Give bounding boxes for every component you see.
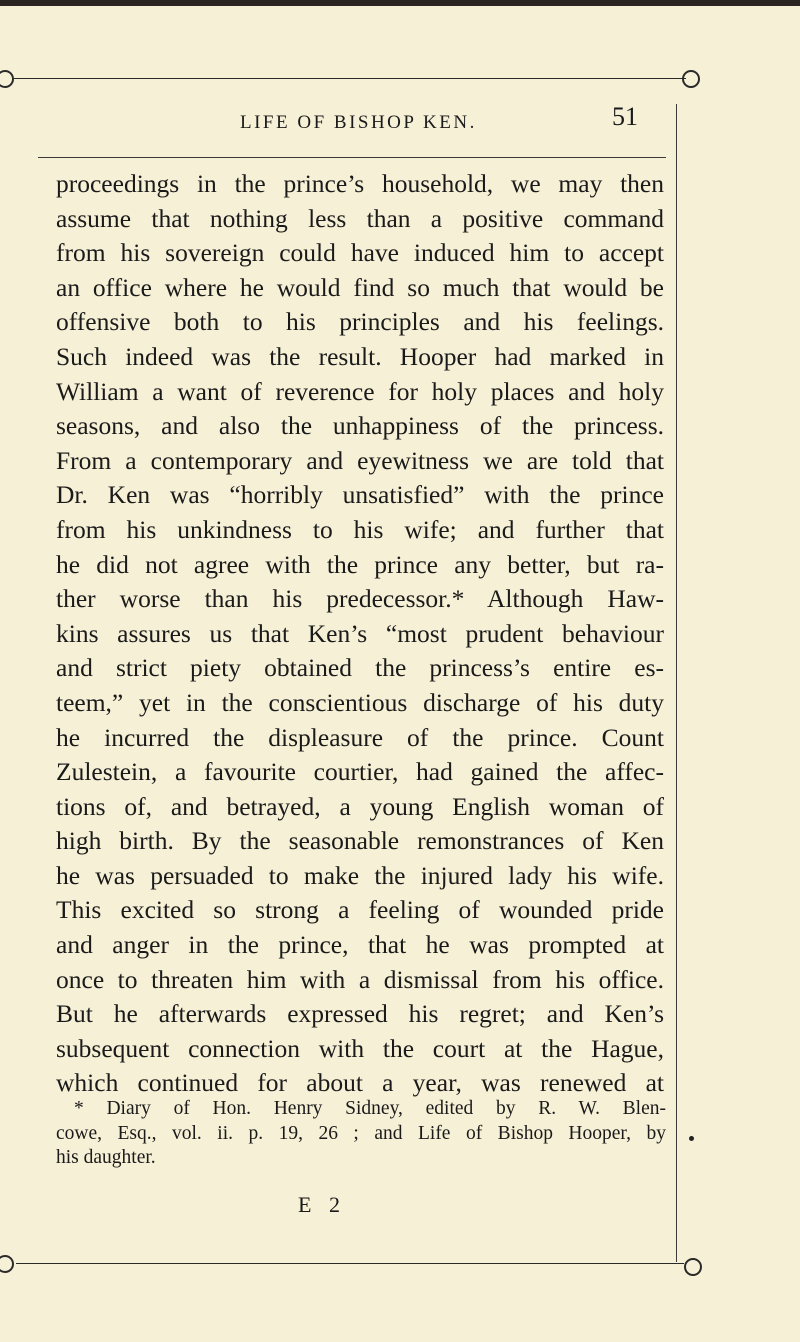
text-line: from his unkindness to his wife; and further that (56, 514, 664, 544)
page-header (240, 102, 660, 134)
text-line: an office where he would find so much that would be (56, 272, 664, 302)
crop-circle-top-right (682, 70, 700, 88)
crop-circle-bottom-left (0, 1255, 14, 1273)
text-line: he was persuaded to make the injured lady his wife. (56, 860, 664, 890)
crop-line-top (14, 78, 686, 79)
body-text (56, 167, 664, 1101)
footnote-line: cowe, Esq., vol. ii. p. 19, 26 ; and Life of Bishop Hooper, by (56, 1122, 666, 1144)
text-line: Dr. Ken was “horribly unsatisfied” with the prince (56, 480, 664, 510)
text-line: William a want of reverence for holy places and holy (56, 376, 664, 406)
crop-circle-bottom-right (684, 1258, 702, 1276)
running-title: LIFE OF BISHOP KEN. (240, 112, 477, 133)
footnote (56, 1097, 666, 1171)
text-line: tions of, and betrayed, a young English woman of (56, 791, 664, 821)
text-line: From a contemporary and eyewitness we are told that (56, 445, 664, 475)
text-line: This excited so strong a feeling of wounded pride (56, 895, 664, 925)
text-line: from his sovereign could have induced him to accept (56, 238, 664, 268)
text-line: Zulestein, a favourite courtier, had gained the affec- (56, 757, 664, 787)
crop-circle-top-left (0, 70, 14, 88)
text-line: seasons, and also the unhappiness of the princess. (56, 411, 664, 441)
text-line: kins assures us that Ken’s “most prudent behaviour (56, 618, 664, 648)
page-number: 51 (612, 102, 638, 131)
scan-top-edge (0, 0, 800, 6)
text-line: he incurred the displeasure of the prince. Count (56, 722, 664, 752)
text-line: Such indeed was the result. Hooper had marked in (56, 341, 664, 371)
header-rule (38, 157, 666, 158)
text-line: But he afterwards expressed his regret; and Ken’s (56, 999, 664, 1029)
text-line: offensive both to his principles and his feelings. (56, 307, 664, 337)
text-line: high birth. By the seasonable remonstrances of Ken (56, 826, 664, 856)
text-line: and strict piety obtained the princess’s entire es- (56, 653, 664, 683)
text-line: ther worse than his predecessor.* Although Haw- (56, 584, 664, 614)
text-line: once to threaten him with a dismissal from his office. (56, 964, 664, 994)
text-line: proceedings in the prince’s household, we may then (56, 169, 664, 198)
crop-line-bottom (16, 1263, 684, 1264)
margin-mark (689, 1136, 694, 1141)
text-line: which continued for about a year, was renewed at (56, 1068, 664, 1098)
signature-mark: E 2 (298, 1192, 346, 1217)
text-line: teem,” yet in the conscientious discharge of his duty (56, 687, 664, 717)
footnote-line: * Diary of Hon. Henry Sidney, edited by R. W. Blen- (74, 1098, 666, 1119)
footnote-line: his daughter. (56, 1147, 156, 1168)
text-line: assume that nothing less than a positive command (56, 203, 664, 233)
page-right-edge-rule (676, 104, 677, 1262)
text-line: he did not agree with the prince any better, but ra- (56, 549, 664, 579)
text-line: and anger in the prince, that he was prompted at (56, 930, 664, 960)
text-line: subsequent connection with the court at the Hague, (56, 1033, 664, 1063)
